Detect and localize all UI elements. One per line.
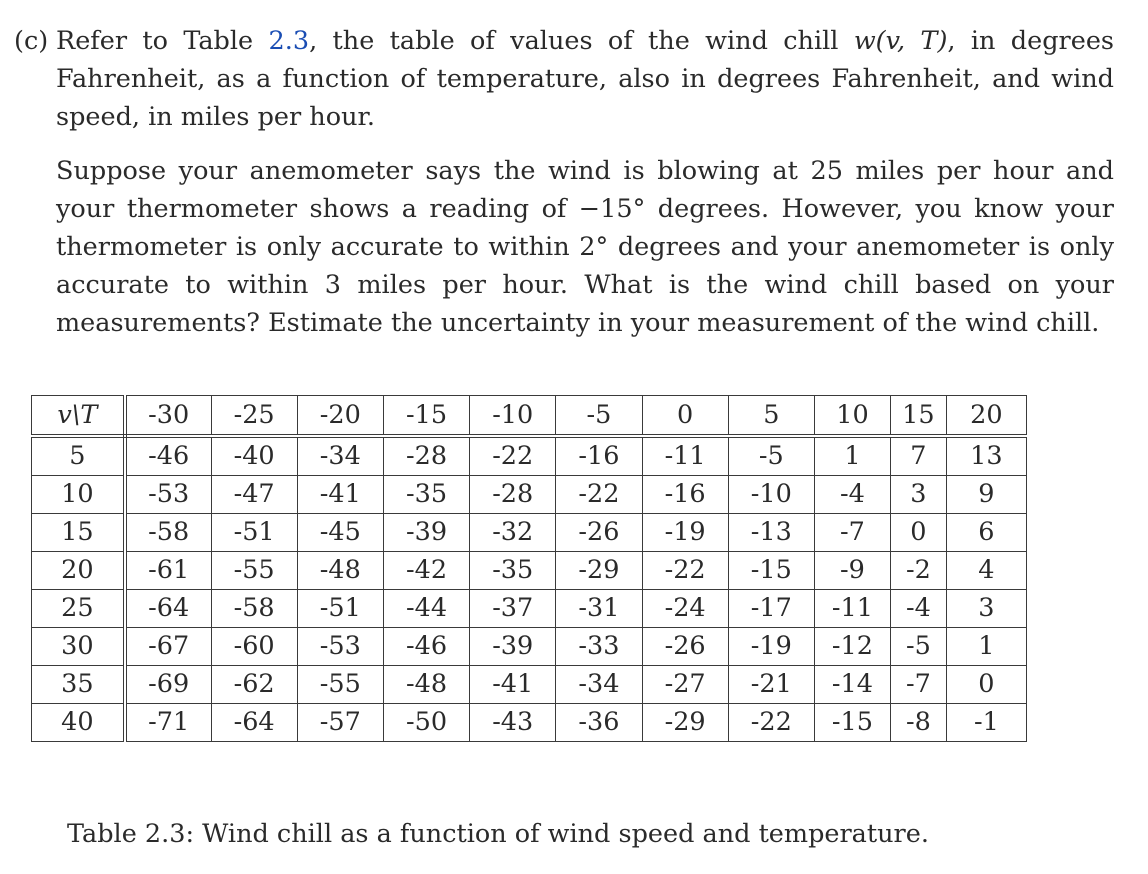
table-row — [32, 590, 1027, 628]
wind-chill-value-cell: -22 — [642, 552, 728, 590]
problem-paragraph-1 — [56, 22, 1114, 136]
temperature-header-cell: -5 — [556, 396, 642, 437]
wind-chill-value-cell: -31 — [556, 590, 642, 628]
wind-chill-value-cell: -32 — [470, 514, 556, 552]
wind-chill-value-cell: -19 — [642, 514, 728, 552]
wind-chill-value-cell: -40 — [211, 436, 297, 476]
wind-chill-value-cell: -58 — [125, 514, 211, 552]
wind-chill-value-cell: -21 — [728, 666, 814, 704]
wind-chill-value-cell: 13 — [946, 436, 1026, 476]
wind-chill-value-cell: -28 — [470, 476, 556, 514]
temperature-header-cell: -10 — [470, 396, 556, 437]
wind-chill-value-cell: -48 — [383, 666, 469, 704]
wind-chill-value-cell: -4 — [891, 590, 947, 628]
wind-chill-value-cell: -12 — [814, 628, 890, 666]
problem-label: (c) — [14, 26, 49, 56]
wind-chill-value-cell: -35 — [383, 476, 469, 514]
wind-chill-value-cell: 1 — [946, 628, 1026, 666]
wind-chill-value-cell: -41 — [470, 666, 556, 704]
wind-chill-value-cell: -24 — [642, 590, 728, 628]
wind-chill-value-cell: -44 — [383, 590, 469, 628]
temperature-header-cell: 20 — [946, 396, 1026, 437]
wind-chill-value-cell: -26 — [556, 514, 642, 552]
table-caption: Table 2.3: Wind chill as a function of wind speed and temperature. — [67, 819, 929, 849]
table-row — [32, 436, 1027, 476]
wind-chill-value-cell: -17 — [728, 590, 814, 628]
temperature-header-cell: -15 — [383, 396, 469, 437]
wind-chill-value-cell: -61 — [125, 552, 211, 590]
wind-chill-value-cell: -34 — [297, 436, 383, 476]
wind-chill-value-cell: 9 — [946, 476, 1026, 514]
wind-chill-value-cell: -29 — [556, 552, 642, 590]
wind-chill-value-cell: -47 — [211, 476, 297, 514]
wind-chill-value-cell: -2 — [891, 552, 947, 590]
wind-chill-value-cell: -39 — [383, 514, 469, 552]
temperature-header-cell: -30 — [125, 396, 211, 437]
table-row — [32, 628, 1027, 666]
wind-chill-value-cell: -10 — [728, 476, 814, 514]
wind-chill-value-cell: -36 — [556, 704, 642, 742]
wind-chill-value-cell: 0 — [946, 666, 1026, 704]
wind-chill-value-cell: -57 — [297, 704, 383, 742]
temperature-header-cell: 0 — [642, 396, 728, 437]
problem-paragraph-2: Suppose your anemometer says the wind is blowing at 25 miles per hour and your thermometer shows a reading of −15° degrees. However, you know your thermometer is only accurate to within 2° degrees and your anemometer is only accurate to within 3 miles per hour. What is the wind chill based on your measurements? Estimate the uncertainty in your measurement of the wind chill. — [56, 156, 1114, 338]
table-reference-link[interactable]: 2.3 — [268, 26, 310, 56]
wind-chill-value-cell: 1 — [814, 436, 890, 476]
wind-chill-value-cell: -5 — [728, 436, 814, 476]
para1-text-c: , in degrees Fahrenheit, as a function of temperature, also in degrees Fahrenheit, and wind speed, in miles per hour. — [56, 26, 1115, 132]
wind-chill-value-cell: -69 — [125, 666, 211, 704]
wind-chill-value-cell: -71 — [125, 704, 211, 742]
table-row — [32, 666, 1027, 704]
wind-chill-value-cell: -41 — [297, 476, 383, 514]
wind-chill-value-cell: -62 — [211, 666, 297, 704]
wind-chill-value-cell: -34 — [556, 666, 642, 704]
wind-chill-value-cell: -15 — [728, 552, 814, 590]
problem-statement — [14, 22, 1114, 342]
wind-chill-value-cell: -19 — [728, 628, 814, 666]
wind-chill-value-cell: -1 — [946, 704, 1026, 742]
wind-chill-value-cell: 4 — [946, 552, 1026, 590]
wind-chill-value-cell: -28 — [383, 436, 469, 476]
wind-speed-cell: 15 — [32, 514, 125, 552]
wind-chill-value-cell: -53 — [125, 476, 211, 514]
wind-chill-value-cell: -9 — [814, 552, 890, 590]
wind-chill-table — [31, 395, 1027, 742]
wind-chill-value-cell: -7 — [891, 666, 947, 704]
wind-chill-value-cell: 0 — [891, 514, 947, 552]
table-header-row — [32, 396, 1027, 437]
wind-chill-value-cell: -42 — [383, 552, 469, 590]
wind-chill-value-cell: -67 — [125, 628, 211, 666]
wind-chill-value-cell: -11 — [642, 436, 728, 476]
wind-chill-value-cell: -55 — [297, 666, 383, 704]
temperature-header-cell: 10 — [814, 396, 890, 437]
wind-chill-value-cell: -39 — [470, 628, 556, 666]
wind-chill-value-cell: -48 — [297, 552, 383, 590]
wind-chill-value-cell: -22 — [728, 704, 814, 742]
wind-chill-value-cell: -11 — [814, 590, 890, 628]
wind-chill-value-cell: -27 — [642, 666, 728, 704]
wind-chill-value-cell: -64 — [125, 590, 211, 628]
wind-chill-value-cell: 7 — [891, 436, 947, 476]
wind-chill-value-cell: -46 — [383, 628, 469, 666]
wind-chill-value-cell: -22 — [556, 476, 642, 514]
para1-text-a: Refer to Table — [56, 26, 269, 56]
wind-chill-value-cell: -58 — [211, 590, 297, 628]
table-row — [32, 476, 1027, 514]
wind-chill-function: w(v, T) — [853, 26, 948, 56]
wind-chill-value-cell: -16 — [556, 436, 642, 476]
wind-chill-value-cell: -29 — [642, 704, 728, 742]
wind-chill-value-cell: -35 — [470, 552, 556, 590]
wind-chill-value-cell: -16 — [642, 476, 728, 514]
table-row — [32, 514, 1027, 552]
wind-chill-value-cell: -46 — [125, 436, 211, 476]
wind-chill-value-cell: -33 — [556, 628, 642, 666]
wind-chill-value-cell: -60 — [211, 628, 297, 666]
table-body — [32, 396, 1027, 742]
wind-speed-cell: 20 — [32, 552, 125, 590]
wind-chill-value-cell: 3 — [891, 476, 947, 514]
wind-speed-cell: 35 — [32, 666, 125, 704]
para1-text-b: , the table of values of the wind chill — [309, 26, 854, 56]
wind-speed-cell: 10 — [32, 476, 125, 514]
wind-chill-value-cell: 3 — [946, 590, 1026, 628]
temperature-header-cell: -25 — [211, 396, 297, 437]
wind-chill-value-cell: -51 — [297, 590, 383, 628]
wind-speed-cell: 40 — [32, 704, 125, 742]
wind-chill-value-cell: -5 — [891, 628, 947, 666]
wind-chill-value-cell: -7 — [814, 514, 890, 552]
wind-speed-cell: 30 — [32, 628, 125, 666]
wind-chill-value-cell: -51 — [211, 514, 297, 552]
temperature-header-cell: -20 — [297, 396, 383, 437]
wind-chill-value-cell: -14 — [814, 666, 890, 704]
wind-speed-cell: 25 — [32, 590, 125, 628]
wind-chill-value-cell: -43 — [470, 704, 556, 742]
wind-chill-value-cell: -45 — [297, 514, 383, 552]
wind-chill-value-cell: -26 — [642, 628, 728, 666]
wind-chill-value-cell: -53 — [297, 628, 383, 666]
wind-chill-value-cell: -13 — [728, 514, 814, 552]
wind-chill-value-cell: -55 — [211, 552, 297, 590]
wind-chill-value-cell: 6 — [946, 514, 1026, 552]
wind-chill-value-cell: -64 — [211, 704, 297, 742]
temperature-header-cell: 15 — [891, 396, 947, 437]
table-corner-cell: v\T — [32, 396, 125, 437]
wind-chill-table-container — [31, 395, 1027, 742]
wind-chill-value-cell: -37 — [470, 590, 556, 628]
wind-chill-value-cell: -4 — [814, 476, 890, 514]
temperature-header-cell: 5 — [728, 396, 814, 437]
table-row — [32, 704, 1027, 742]
wind-chill-value-cell: -22 — [470, 436, 556, 476]
table-row — [32, 552, 1027, 590]
wind-chill-value-cell: -8 — [891, 704, 947, 742]
wind-chill-value-cell: -50 — [383, 704, 469, 742]
wind-speed-cell: 5 — [32, 436, 125, 476]
wind-chill-value-cell: -15 — [814, 704, 890, 742]
